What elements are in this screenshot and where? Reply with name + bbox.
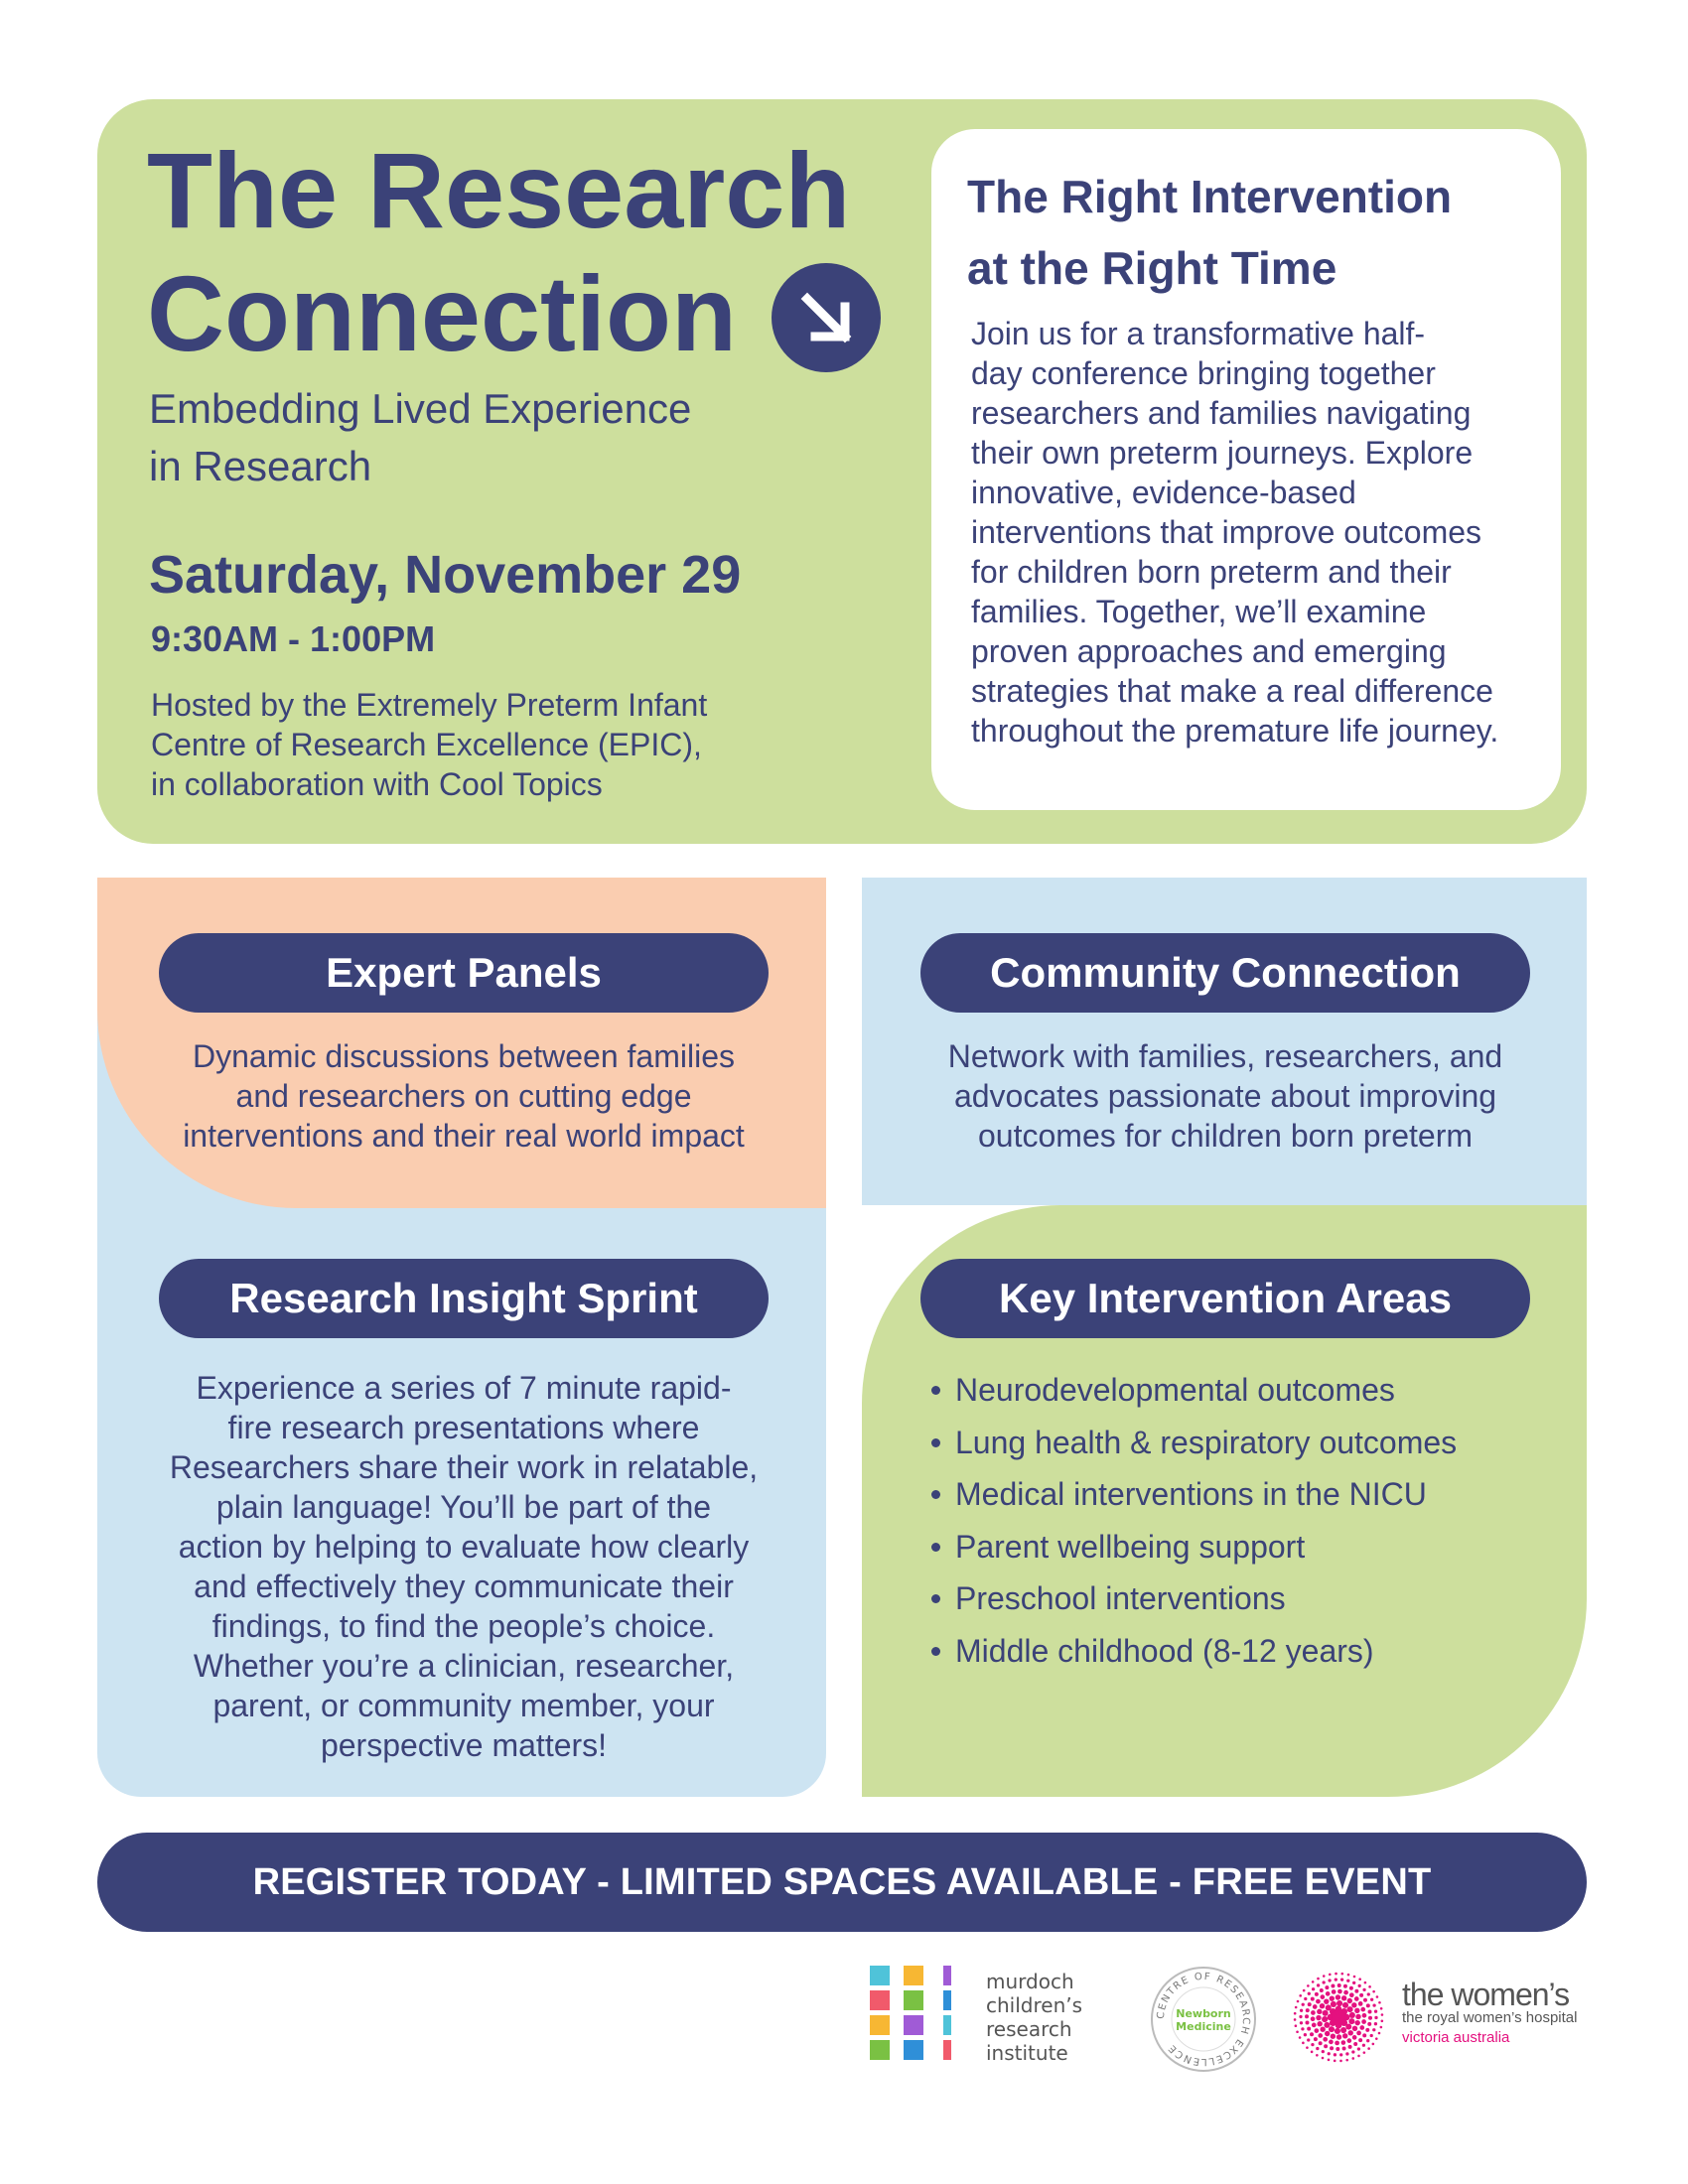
logo-dot: [1320, 1988, 1324, 1992]
logo-dot: [1328, 2059, 1331, 2062]
logo-dot: [1306, 2046, 1309, 2049]
mcri-grid-cell: [904, 2040, 923, 2060]
host-line-3: in collaboration with Cool Topics: [151, 766, 603, 802]
logo-dot: [1376, 1995, 1379, 1998]
sprint-line: Whether you’re a clinician, researcher,: [193, 1648, 735, 1684]
logo-dot: [1329, 2026, 1335, 2032]
logo-dot: [1335, 2028, 1340, 2034]
host-statement: [151, 685, 786, 804]
logo-dot: [1362, 1988, 1365, 1991]
logo-dot: [1320, 1994, 1325, 1999]
logo-dot: [1365, 2028, 1369, 2032]
logo-dot: [1336, 2047, 1339, 2051]
intro-line: families. Together, we’ll examine: [971, 594, 1427, 629]
logo-dot: [1304, 1997, 1307, 2000]
logo-dot: [1294, 2018, 1297, 2021]
list-item: [925, 1417, 1541, 1469]
host-line-2: Centre of Research Excellence (EPIC),: [151, 727, 702, 762]
logo-dot: [1348, 2018, 1354, 2024]
list-item: [925, 1521, 1541, 1573]
title-line-1: The Research: [147, 130, 851, 250]
logo-dot: [1317, 1983, 1320, 1986]
logo-dot: [1349, 2012, 1355, 2018]
logo-dot: [1370, 2034, 1373, 2037]
title-line-2: Connection: [147, 253, 737, 373]
logo-dot: [1343, 1984, 1347, 1988]
logo-dot: [1359, 1993, 1363, 1997]
list-item-text: Parent wellbeing support: [955, 1528, 1306, 1565]
sprint-line: Researchers share their work in relatable,: [169, 1449, 759, 1485]
logo-dot: [1335, 1973, 1337, 1976]
logo-dot: [1330, 2046, 1334, 2050]
expert-line: and researchers on cutting edge: [235, 1078, 692, 1114]
logo-dot: [1336, 2034, 1341, 2039]
logo-dot: [1363, 1998, 1367, 2002]
bullet-icon: [931, 1438, 940, 1447]
logo-dot: [1342, 2047, 1346, 2051]
logo-dot: [1372, 1990, 1375, 1993]
intro-line: researchers and families navigating: [971, 395, 1472, 431]
logo-dot: [1324, 2022, 1330, 2028]
logo-dot: [1317, 1978, 1320, 1980]
logo-dot: [1326, 1991, 1331, 1996]
logo-dot: [1370, 1998, 1373, 2001]
logo-dot: [1310, 2032, 1314, 2036]
logo-dot: [1316, 2054, 1319, 2057]
logo-dot: [1339, 2053, 1342, 2056]
logo-dot: [1315, 1992, 1319, 1996]
logo-dot: [1345, 2052, 1348, 2055]
logo-dot: [1372, 2003, 1375, 2006]
logo-dot: [1343, 1990, 1348, 1995]
subtitle-line-1: Embedding Lived Experience: [149, 385, 692, 432]
logo-dot: [1339, 2060, 1342, 2063]
logo-dot: [1295, 2006, 1298, 2009]
logo-dot: [1378, 2032, 1381, 2035]
logo-dot: [1331, 2001, 1336, 2007]
logo-dot: [1331, 1983, 1335, 1987]
list-item: [925, 1364, 1541, 1417]
logo-dot: [1374, 2010, 1377, 2013]
list-item-text: Medical interventions in the NICU: [955, 1476, 1427, 1513]
logo-dot: [1316, 2015, 1321, 2020]
logo-dot: [1358, 1984, 1361, 1987]
logo-dot: [1337, 1983, 1341, 1987]
logo-dot: [1340, 1979, 1343, 1981]
logo-dot: [1334, 2053, 1336, 2056]
mcri-line: murdoch: [986, 1970, 1074, 1993]
event-date: Saturday, November 29: [149, 545, 742, 605]
logo-dot: [1296, 2030, 1299, 2033]
logo-dot: [1375, 2037, 1378, 2040]
logo-dot: [1347, 2006, 1353, 2012]
newborn-medicine-cre-seal: [1148, 1964, 1259, 2075]
mcri-grid-cell: [904, 2015, 923, 2035]
logo-dot: [1320, 2027, 1325, 2032]
logo-dot: [1347, 1974, 1350, 1977]
sprint-line: fire research presentations where: [227, 1410, 700, 1445]
logo-dot: [1335, 1978, 1337, 1980]
logo-dot: [1322, 2016, 1328, 2022]
event-time: 9:30AM - 1:00PM: [151, 618, 436, 659]
logo-dot: [1361, 2019, 1366, 2024]
intro-line: proven approaches and emerging: [971, 633, 1447, 669]
logo-dot: [1372, 2043, 1375, 2046]
logo-dot: [1336, 2000, 1342, 2006]
logo-dot: [1325, 2031, 1330, 2036]
womens-hospital-name: the women’s: [1402, 1977, 1570, 2012]
logo-dot: [1313, 2004, 1318, 2009]
logo-dot: [1354, 2020, 1359, 2025]
logo-dot: [1300, 2009, 1303, 2012]
logo-dot: [1323, 1975, 1326, 1978]
logo-dot: [1316, 1999, 1321, 2004]
expert-line: interventions and their real world impact: [183, 1118, 745, 1154]
logo-dot: [1312, 2023, 1317, 2028]
expert-panels-description: [139, 1036, 788, 1156]
subtitle-line-2: in Research: [149, 443, 372, 489]
list-item-text: Lung health & respiratory outcomes: [955, 1424, 1458, 1460]
logo-dot: [1314, 2028, 1319, 2033]
logo-dot: [1331, 2033, 1336, 2038]
research-insight-sprint-description: [139, 1368, 788, 1765]
logo-dot: [1330, 1995, 1335, 2000]
sprint-line: action by helping to evaluate how clearly: [178, 1529, 750, 1565]
logo-dot: [1357, 2055, 1360, 2058]
mcri-grid-cell: [870, 1966, 890, 1985]
mcri-line: children’s: [986, 1993, 1083, 2017]
logo-dot: [1311, 2016, 1316, 2021]
logo-dot: [1353, 1976, 1356, 1979]
list-item: [925, 1468, 1541, 1521]
logo-dot: [1372, 2028, 1375, 2031]
logo-dot: [1380, 2007, 1383, 2010]
logo-dot: [1297, 2000, 1300, 2003]
logo-dot: [1300, 2021, 1303, 2024]
logo-dot: [1364, 1981, 1367, 1984]
logo-dot: [1319, 2041, 1323, 2045]
logo-dot: [1306, 2008, 1310, 2012]
logo-dot: [1362, 2033, 1366, 2037]
logo-dot: [1311, 2010, 1316, 2015]
community-line: advocates passionate about improving: [953, 1078, 1497, 1114]
intro-body: [971, 314, 1537, 751]
logo-dot: [1342, 2002, 1348, 2008]
logo-dot: [1347, 1998, 1352, 2003]
bullet-icon: [931, 1386, 940, 1395]
logo-dot: [1381, 2013, 1384, 2016]
logo-dot: [1328, 2052, 1331, 2055]
sprint-line: plain language! You’ll be part of the: [215, 1489, 712, 1525]
logo-dot: [1358, 2038, 1362, 2042]
logo-dot: [1362, 2013, 1367, 2018]
bullet-icon: [931, 1543, 940, 1552]
mcri-grid-cell: [943, 1990, 951, 2010]
logo-dot: [1352, 2026, 1357, 2031]
logo-dot: [1295, 2024, 1298, 2027]
logo-dot: [1367, 1992, 1370, 1995]
intro-line: Join us for a transformative half-: [971, 316, 1426, 351]
mcri-line: research: [986, 2017, 1072, 2041]
research-insight-sprint-heading: Research Insight Sprint: [159, 1259, 769, 1338]
logo-dot: [1305, 2021, 1309, 2025]
logo-dot: [1360, 2007, 1365, 2012]
logo-dot: [1308, 2002, 1312, 2006]
logo-dot: [1368, 2016, 1372, 2020]
mcri-logo-text: [986, 1970, 1105, 2065]
logo-dot: [1328, 1979, 1331, 1981]
logo-dot: [1353, 2042, 1357, 2046]
seal-center-line-1: Newborn: [1176, 2007, 1231, 2020]
logo-dot: [1324, 2044, 1328, 2048]
logo-dot: [1358, 2001, 1363, 2006]
intro-heading-line-1: The Right Intervention: [967, 171, 1453, 222]
logo-dot: [1348, 2030, 1353, 2035]
bullet-icon: [931, 1490, 940, 1499]
logo-dot: [1303, 1989, 1306, 1992]
logo-dot: [1305, 2014, 1309, 2018]
logo-dot: [1356, 2031, 1361, 2036]
mcri-grid-cell: [904, 1990, 923, 2010]
list-item-text: Preschool interventions: [955, 1580, 1286, 1617]
sprint-line: parent, or community member, your: [212, 1688, 715, 1723]
logo-dot: [1307, 2027, 1311, 2031]
logo-dot: [1299, 1994, 1302, 1997]
logo-dot: [1368, 1985, 1371, 1988]
seal-ring-text: CENTRE OF RESEARCH EXCELLENCE: [1155, 1971, 1252, 2068]
logo-dot: [1348, 2045, 1352, 2049]
logo-dot: [1317, 2021, 1322, 2026]
logo-dot: [1314, 2037, 1318, 2041]
logo-dot: [1308, 1992, 1311, 1995]
logo-dot: [1352, 1981, 1355, 1984]
logo-dot: [1351, 2002, 1356, 2007]
logo-dot: [1354, 2008, 1359, 2013]
intro-line: day conference bringing together: [971, 355, 1436, 391]
intro-line: their own preterm journeys. Explore: [971, 435, 1474, 471]
key-intervention-list: [925, 1364, 1541, 1678]
sprint-line: Experience a series of 7 minute rapid-: [196, 1370, 732, 1406]
logo-dot: [1341, 1995, 1346, 2000]
logo-dot: [1366, 2039, 1369, 2042]
logo-dot: [1325, 1985, 1329, 1989]
intro-line: strategies that make a real difference: [971, 673, 1493, 709]
intro-line: innovative, evidence-based: [971, 475, 1356, 510]
logo-dot: [1381, 2019, 1384, 2022]
logo-dot: [1318, 2033, 1323, 2038]
list-item-text: Middle childhood (8-12 years): [955, 1632, 1374, 1669]
logo-dot: [1340, 2027, 1346, 2033]
logo-dot: [1345, 2059, 1348, 2062]
logo-dot: [1337, 1989, 1342, 1994]
expert-line: Dynamic discussions between families: [193, 1038, 735, 1074]
mcri-grid-cell: [870, 2015, 890, 2035]
logo-dot: [1349, 1986, 1353, 1990]
community-connection-heading: Community Connection: [920, 933, 1530, 1013]
logo-dot: [1336, 1994, 1340, 1999]
logo-dot: [1316, 2047, 1319, 2050]
logo-dot: [1335, 2041, 1339, 2046]
logo-dot: [1324, 1998, 1329, 2003]
logo-dot: [1363, 2051, 1366, 2054]
intro-heading: [967, 161, 1543, 304]
expert-panels-heading: Expert Panels: [159, 933, 769, 1013]
logo-dot: [1351, 2057, 1354, 2060]
logo-dot: [1311, 2043, 1314, 2046]
logo-dot: [1307, 2038, 1310, 2041]
logo-dot: [1367, 2047, 1370, 2050]
logo-dot: [1354, 1996, 1359, 2001]
logo-dot: [1329, 2040, 1334, 2045]
sprint-line: and effectively they communicate their: [194, 1569, 734, 1604]
community-line: outcomes for children born preterm: [978, 1118, 1473, 1154]
womens-hospital-location: victoria australia: [1402, 2029, 1510, 2046]
logo-dot: [1323, 2037, 1328, 2042]
logo-dot: [1359, 2025, 1364, 2030]
logo-dot: [1312, 1980, 1315, 1983]
logo-dot: [1357, 2047, 1360, 2050]
logo-dot: [1320, 2003, 1325, 2008]
logo-dot: [1367, 2022, 1371, 2026]
logo-dot: [1346, 1979, 1349, 1982]
mcri-grid-cell: [904, 1966, 923, 1985]
logo-core: [1332, 2010, 1345, 2024]
logo-dot: [1366, 2003, 1370, 2007]
logo-dot: [1355, 2014, 1360, 2019]
mcri-grid-cell: [870, 1990, 890, 2010]
logo-dot: [1345, 2023, 1351, 2029]
logo-dot: [1302, 2003, 1305, 2006]
logo-dot: [1323, 1980, 1326, 1983]
logo-dot: [1329, 1974, 1332, 1977]
logo-dot: [1312, 1987, 1315, 1990]
mcri-grid-cell: [943, 1966, 951, 1985]
community-line: Network with families, researchers, and: [947, 1038, 1503, 1074]
logo-dot: [1317, 2009, 1322, 2014]
logo-dot: [1322, 2050, 1325, 2053]
logo-dot: [1311, 1997, 1315, 2001]
sprint-line: perspective matters!: [320, 1727, 608, 1763]
mcri-grid-cell: [870, 2040, 890, 2060]
community-connection-description: [904, 1036, 1547, 1156]
logo-dot: [1302, 2042, 1305, 2045]
intro-line: throughout the premature life journey.: [971, 713, 1499, 749]
seal-center-line-2: Medicine: [1176, 2020, 1231, 2033]
logo-dot: [1340, 2040, 1345, 2045]
arrow-down-right-icon: [772, 263, 881, 372]
mcri-line: institute: [986, 2041, 1068, 2065]
logo-dot: [1378, 2001, 1381, 2004]
list-item-text: Neurodevelopmental outcomes: [955, 1372, 1395, 1408]
intro-line: for children born preterm and their: [971, 554, 1452, 590]
womens-hospital-logo-mark: [1291, 1970, 1386, 2065]
logo-dot: [1340, 1973, 1343, 1976]
list-item: [925, 1572, 1541, 1625]
logo-dot: [1358, 1978, 1361, 1980]
logo-dot: [1326, 2004, 1332, 2010]
list-item: [925, 1625, 1541, 1678]
event-subtitle: [149, 380, 784, 495]
logo-dot: [1299, 2015, 1302, 2018]
logo-dot: [1342, 2033, 1347, 2038]
logo-dot: [1294, 2012, 1297, 2015]
logo-dot: [1374, 2016, 1377, 2019]
logo-dot: [1351, 2050, 1354, 2053]
logo-dot: [1304, 2033, 1307, 2036]
bullet-icon: [931, 1647, 940, 1656]
host-line-1: Hosted by the Extremely Preterm Infant: [151, 687, 708, 723]
womens-hospital-subtitle: the royal women’s hospital: [1402, 2009, 1578, 2026]
logo-dot: [1334, 2060, 1336, 2063]
logo-dot: [1349, 1992, 1354, 1997]
mcri-grid-cell: [943, 2040, 951, 2060]
logo-dot: [1354, 1989, 1358, 1993]
intro-heading-line-2: at the Right Time: [967, 242, 1337, 294]
logo-dot: [1362, 2044, 1365, 2047]
logo-dot: [1380, 2026, 1383, 2029]
logo-dot: [1323, 2010, 1329, 2016]
logo-dot: [1311, 2051, 1314, 2054]
register-banner[interactable]: REGISTER TODAY - LIMITED SPACES AVAILABLE - FREE EVENT: [97, 1833, 1587, 1932]
logo-dot: [1307, 1984, 1310, 1987]
logo-dot: [1346, 2038, 1351, 2043]
logo-dot: [1301, 2027, 1304, 2030]
logo-dot: [1374, 2022, 1377, 2025]
logo-dot: [1368, 2009, 1372, 2013]
bullet-icon: [931, 1594, 940, 1603]
logo-dot: [1322, 2057, 1325, 2060]
intro-line: interventions that improve outcomes: [971, 514, 1482, 550]
logo-dot: [1352, 2035, 1357, 2040]
logo-dot: [1299, 2036, 1302, 2039]
mcri-grid-cell: [943, 2015, 951, 2035]
logo-dot: [1332, 1989, 1336, 1994]
key-intervention-areas-heading: Key Intervention Areas: [920, 1259, 1530, 1338]
sprint-line: findings, to find the people’s choice.: [211, 1608, 716, 1644]
